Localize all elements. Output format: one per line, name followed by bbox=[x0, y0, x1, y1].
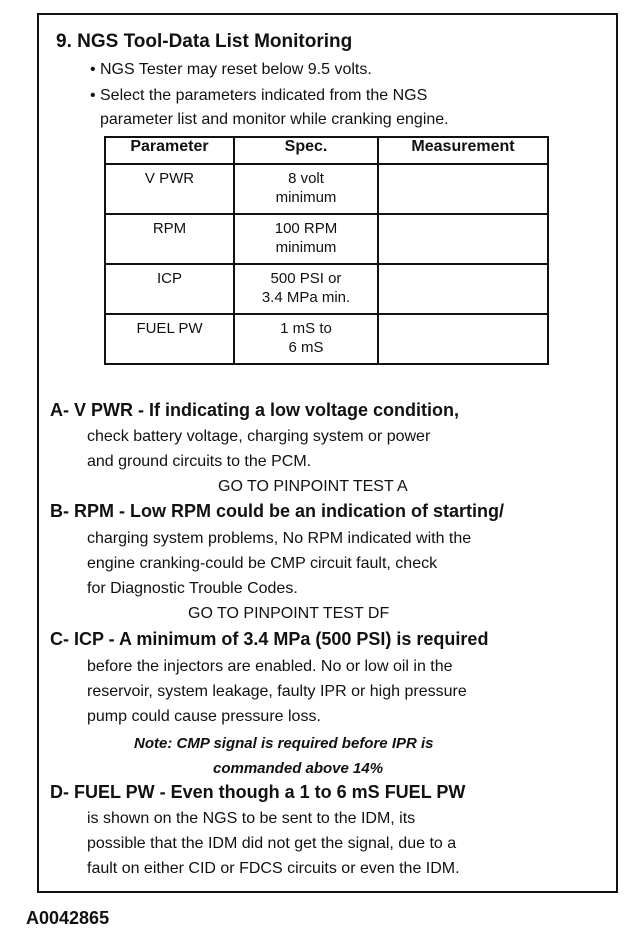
section-c-text: pump could cause pressure loss. bbox=[87, 708, 321, 725]
section-a-goto: GO TO PINPOINT TEST A bbox=[218, 478, 408, 495]
table-row bbox=[105, 264, 548, 314]
cell-measurement[interactable] bbox=[378, 264, 548, 314]
section-d-text: is shown on the NGS to be sent to the IDM, its bbox=[87, 810, 416, 827]
cell-measurement[interactable] bbox=[378, 164, 548, 214]
cell-measurement[interactable] bbox=[378, 314, 548, 364]
bullet-item bbox=[90, 61, 372, 79]
column-header-spec: Spec. bbox=[234, 137, 378, 164]
section-b-text: charging system problems, No RPM indicated with the bbox=[87, 530, 472, 547]
cell-measurement[interactable] bbox=[378, 214, 548, 264]
spec-line: 3.4 MPa min. bbox=[261, 289, 351, 306]
column-header-parameter: Parameter bbox=[105, 137, 234, 164]
cell-parameter: RPM bbox=[105, 214, 234, 264]
section-b-goto: GO TO PINPOINT TEST DF bbox=[188, 605, 390, 622]
spec-line: minimum bbox=[275, 189, 337, 206]
cell-parameter: ICP bbox=[105, 264, 234, 314]
figure-id: A0042865 bbox=[26, 908, 110, 928]
section-b-heading: B- RPM - Low RPM could be an indication of starting/ bbox=[50, 501, 504, 521]
column-header-measurement: Measurement bbox=[378, 137, 548, 164]
bullet-item bbox=[90, 87, 427, 105]
table-row bbox=[105, 214, 548, 264]
spec-line: 500 PSI or bbox=[270, 270, 342, 287]
bullet-text-continuation: parameter list and monitor while cranking engine. bbox=[100, 111, 449, 128]
section-c-text: before the injectors are enabled. No or low oil in the bbox=[87, 658, 453, 675]
section-c-text: reservoir, system leakage, faulty IPR or high pressure bbox=[87, 683, 467, 700]
spec-line: 6 mS bbox=[288, 339, 324, 356]
table-row bbox=[105, 314, 548, 364]
step-heading: 9. NGS Tool-Data List Monitoring bbox=[56, 31, 353, 52]
spec-line: 1 mS to bbox=[280, 320, 332, 337]
parameter-table bbox=[104, 136, 549, 365]
cell-spec bbox=[234, 214, 378, 264]
section-a-text: and ground circuits to the PCM. bbox=[87, 453, 312, 470]
section-b-text: for Diagnostic Trouble Codes. bbox=[87, 580, 298, 597]
bullet-text: Select the parameters indicated from the NGS bbox=[100, 87, 428, 104]
section-a-heading: A- V PWR - If indicating a low voltage condition, bbox=[50, 400, 459, 420]
spec-line: 100 RPM bbox=[274, 220, 338, 237]
bullet-dot-icon: • bbox=[90, 61, 96, 78]
cell-spec bbox=[234, 314, 378, 364]
table-header-row bbox=[105, 137, 548, 164]
bullet-text: NGS Tester may reset below 9.5 volts. bbox=[100, 61, 372, 78]
cell-spec bbox=[234, 164, 378, 214]
section-b-text: engine cranking-could be CMP circuit fault, check bbox=[87, 555, 438, 572]
section-c-heading: C- ICP - A minimum of 3.4 MPa (500 PSI) is required bbox=[50, 629, 489, 649]
cell-parameter: V PWR bbox=[105, 164, 234, 214]
spec-line: minimum bbox=[275, 239, 337, 256]
section-d-heading: D- FUEL PW - Even though a 1 to 6 mS FUEL PW bbox=[50, 782, 466, 802]
section-c-note: Note: CMP signal is required before IPR is bbox=[134, 735, 434, 752]
spec-line: 8 volt bbox=[288, 170, 324, 187]
table-row bbox=[105, 164, 548, 214]
cell-spec bbox=[234, 264, 378, 314]
bullet-dot-icon: • bbox=[90, 87, 96, 104]
section-c-note: commanded above 14% bbox=[213, 760, 384, 777]
cell-parameter: FUEL PW bbox=[105, 314, 234, 364]
section-a-text: check battery voltage, charging system or power bbox=[87, 428, 431, 445]
section-d-text: fault on either CID or FDCS circuits or even the IDM. bbox=[87, 860, 460, 877]
section-d-text: possible that the IDM did not get the signal, due to a bbox=[87, 835, 457, 852]
